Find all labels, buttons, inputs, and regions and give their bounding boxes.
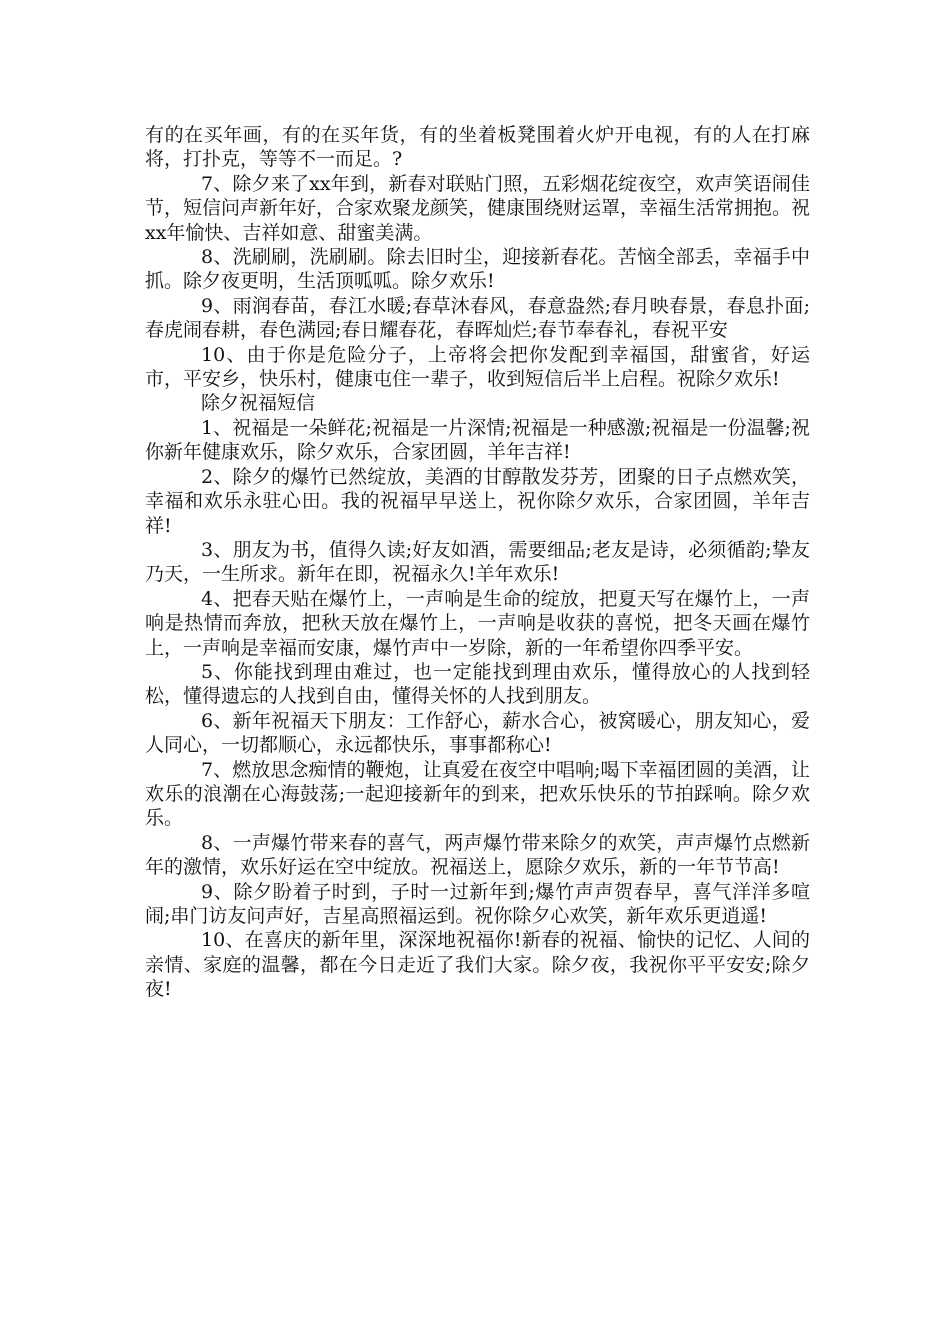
section-heading: 除夕祝福短信 [201, 392, 316, 415]
paragraph-wish-6: 6、新年祝福天下朋友：工作舒心，薪水合心，被窝暖心，朋友知心，爱人同心，一切都顺心，永远都快乐，事事都称心! [145, 709, 810, 757]
document-body [145, 123, 810, 1002]
paragraph-wish-10: 10、在喜庆的新年里，深深地祝福你!新春的祝福、愉快的记忆、人间的亲情、家庭的温馨，都在今日走近了我们大家。除夕夜，我祝你平平安安;除夕夜! [145, 929, 810, 1001]
paragraph-item-8: 8、洗刷刷，洗刷刷。除去旧时尘，迎接新春花。苦恼全部丢，幸福手中抓。除夕夜更明，生活顶呱呱。除夕欢乐! [145, 246, 810, 293]
paragraph-continuation: 有的在买年画，有的在买年货，有的坐着板凳围着火炉开电视，有的人在打麻将，打扑克，等等不一而足。? [145, 124, 810, 171]
paragraph-wish-2: 2、除夕的爆竹已然绽放，美酒的甘醇散发芬芳，团聚的日子点燃欢笑，幸福和欢乐永驻心田。我的祝福早早送上，祝你除夕欢乐，合家团圆，羊年吉祥! [145, 465, 810, 537]
paragraph-item-10: 10、由于你是危险分子，上帝将会把你发配到幸福国，甜蜜省，好运市，平安乡，快乐村，健康屯住一辈子，收到短信后半上启程。祝除夕欢乐! [145, 343, 810, 391]
paragraph-wish-1: 1、祝福是一朵鲜花;祝福是一片深情;祝福是一种感激;祝福是一份温馨;祝你新年健康欢乐，除夕欢乐，合家团圆，羊年吉祥! [145, 416, 810, 464]
paragraph-wish-4: 4、把春天贴在爆竹上，一声响是生命的绽放，把夏天写在爆竹上，一声响是热情而奔放，把秋天放在爆竹上，一声响是收获的喜悦，把冬天画在爆竹上，一声响是幸福而安康，爆竹声中一岁除，新的一年希望你四季平安。 [145, 587, 810, 659]
paragraph-wish-3: 3、朋友为书，值得久读;好友如酒，需要细品;老友是诗，必须循韵;挚友乃天，一生所求。新年在即，祝福永久!羊年欢乐! [145, 538, 810, 586]
paragraph-item-7: 7、除夕来了xx年到，新春对联贴门照，五彩烟花绽夜空，欢声笑语闹佳节，短信问声新年好，合家欢聚龙颜笑，健康围绕财运罩，幸福生活常拥抱。祝xx年愉快、吉祥如意、甜蜜美满。 [145, 172, 811, 244]
paragraph-wish-7: 7、燃放思念痴情的鞭炮，让真爱在夜空中唱响;喝下幸福团圆的美酒，让欢乐的浪潮在心海鼓荡;一起迎接新年的到来，把欢乐快乐的节拍踩响。除夕欢乐。 [145, 758, 810, 830]
paragraph-item-9: 9、雨润春苗，春江水暖;春草沐春风，春意盎然;春月映春景，春息扑面;春虎闹春耕，春色满园;春日耀春花，春晖灿烂;春节奉春礼，春祝平安 [145, 294, 810, 342]
paragraph-wish-9: 9、除夕盼着子时到，子时一过新年到;爆竹声声贺春早，喜气洋洋多喧闹;串门访友问声好，吉星高照福运到。祝你除夕心欢笑，新年欢乐更逍遥! [145, 880, 810, 927]
paragraph-wish-5: 5、你能找到理由难过，也一定能找到理由欢乐，懂得放心的人找到轻松，懂得遗忘的人找到自由，懂得关怀的人找到朋友。 [145, 660, 810, 708]
paragraph-wish-8: 8、一声爆竹带来春的喜气，两声爆竹带来除夕的欢笑，声声爆竹点燃新年的激情，欢乐好运在空中绽放。祝福送上，愿除夕欢乐，新的一年节节高! [145, 831, 810, 879]
